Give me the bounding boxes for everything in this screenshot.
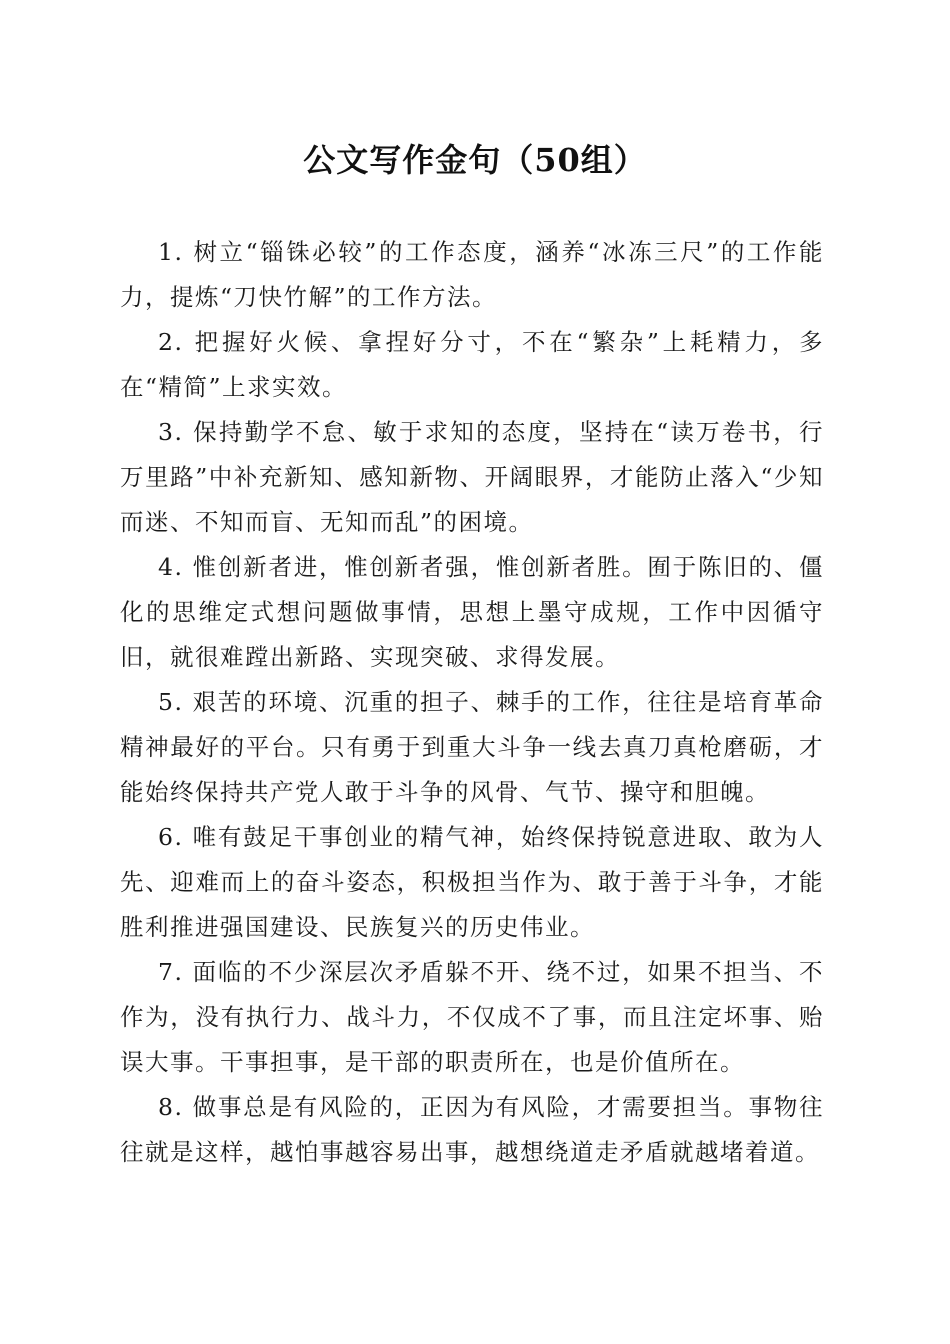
paragraph-3: 3. 保持勤学不怠、敏于求知的态度，坚持在“读万卷书，行万里路”中补充新知、感知新物、开阔眼界，才能防止落入“少知而迷、不知而盲、无知而乱”的困境。 [120, 418, 824, 536]
document-body [120, 230, 824, 1175]
paragraph-8: 8. 做事总是有风险的，正因为有风险，才需要担当。事物往往就是这样，越怕事越容易出事，越想绕道走矛盾就越堵着道。 [120, 1093, 824, 1166]
paragraph-7: 7. 面临的不少深层次矛盾躲不开、绕不过，如果不担当、不作为，没有执行力、战斗力，不仅成不了事，而且注定坏事、贻误大事。干事担事，是干部的职责所在，也是价值所在。 [120, 958, 824, 1076]
document-title: 公文写作金句（50组） [303, 141, 647, 179]
paragraph-6: 6. 唯有鼓足干事创业的精气神，始终保持锐意进取、敢为人先、迎难而上的奋斗姿态，积极担当作为、敢于善于斗争，才能胜利推进强国建设、民族复兴的历史伟业。 [120, 823, 824, 941]
paragraph-1: 1. 树立“锱铢必较”的工作态度，涵养“冰冻三尺”的工作能力，提炼“刀快竹解”的工作方法。 [120, 238, 824, 311]
paragraph-2: 2. 把握好火候、拿捏好分寸，不在“繁杂”上耗精力，多在“精简”上求实效。 [120, 328, 824, 401]
paragraph-5: 5. 艰苦的环境、沉重的担子、棘手的工作，往往是培育革命精神最好的平台。只有勇于到重大斗争一线去真刀真枪磨砺，才能始终保持共产党人敢于斗争的风骨、气节、操守和胆魄。 [120, 688, 824, 806]
paragraph-4: 4. 惟创新者进，惟创新者强，惟创新者胜。囿于陈旧的、僵化的思维定式想问题做事情，思想上墨守成规，工作中因循守旧，就很难蹚出新路、实现突破、求得发展。 [120, 553, 824, 671]
